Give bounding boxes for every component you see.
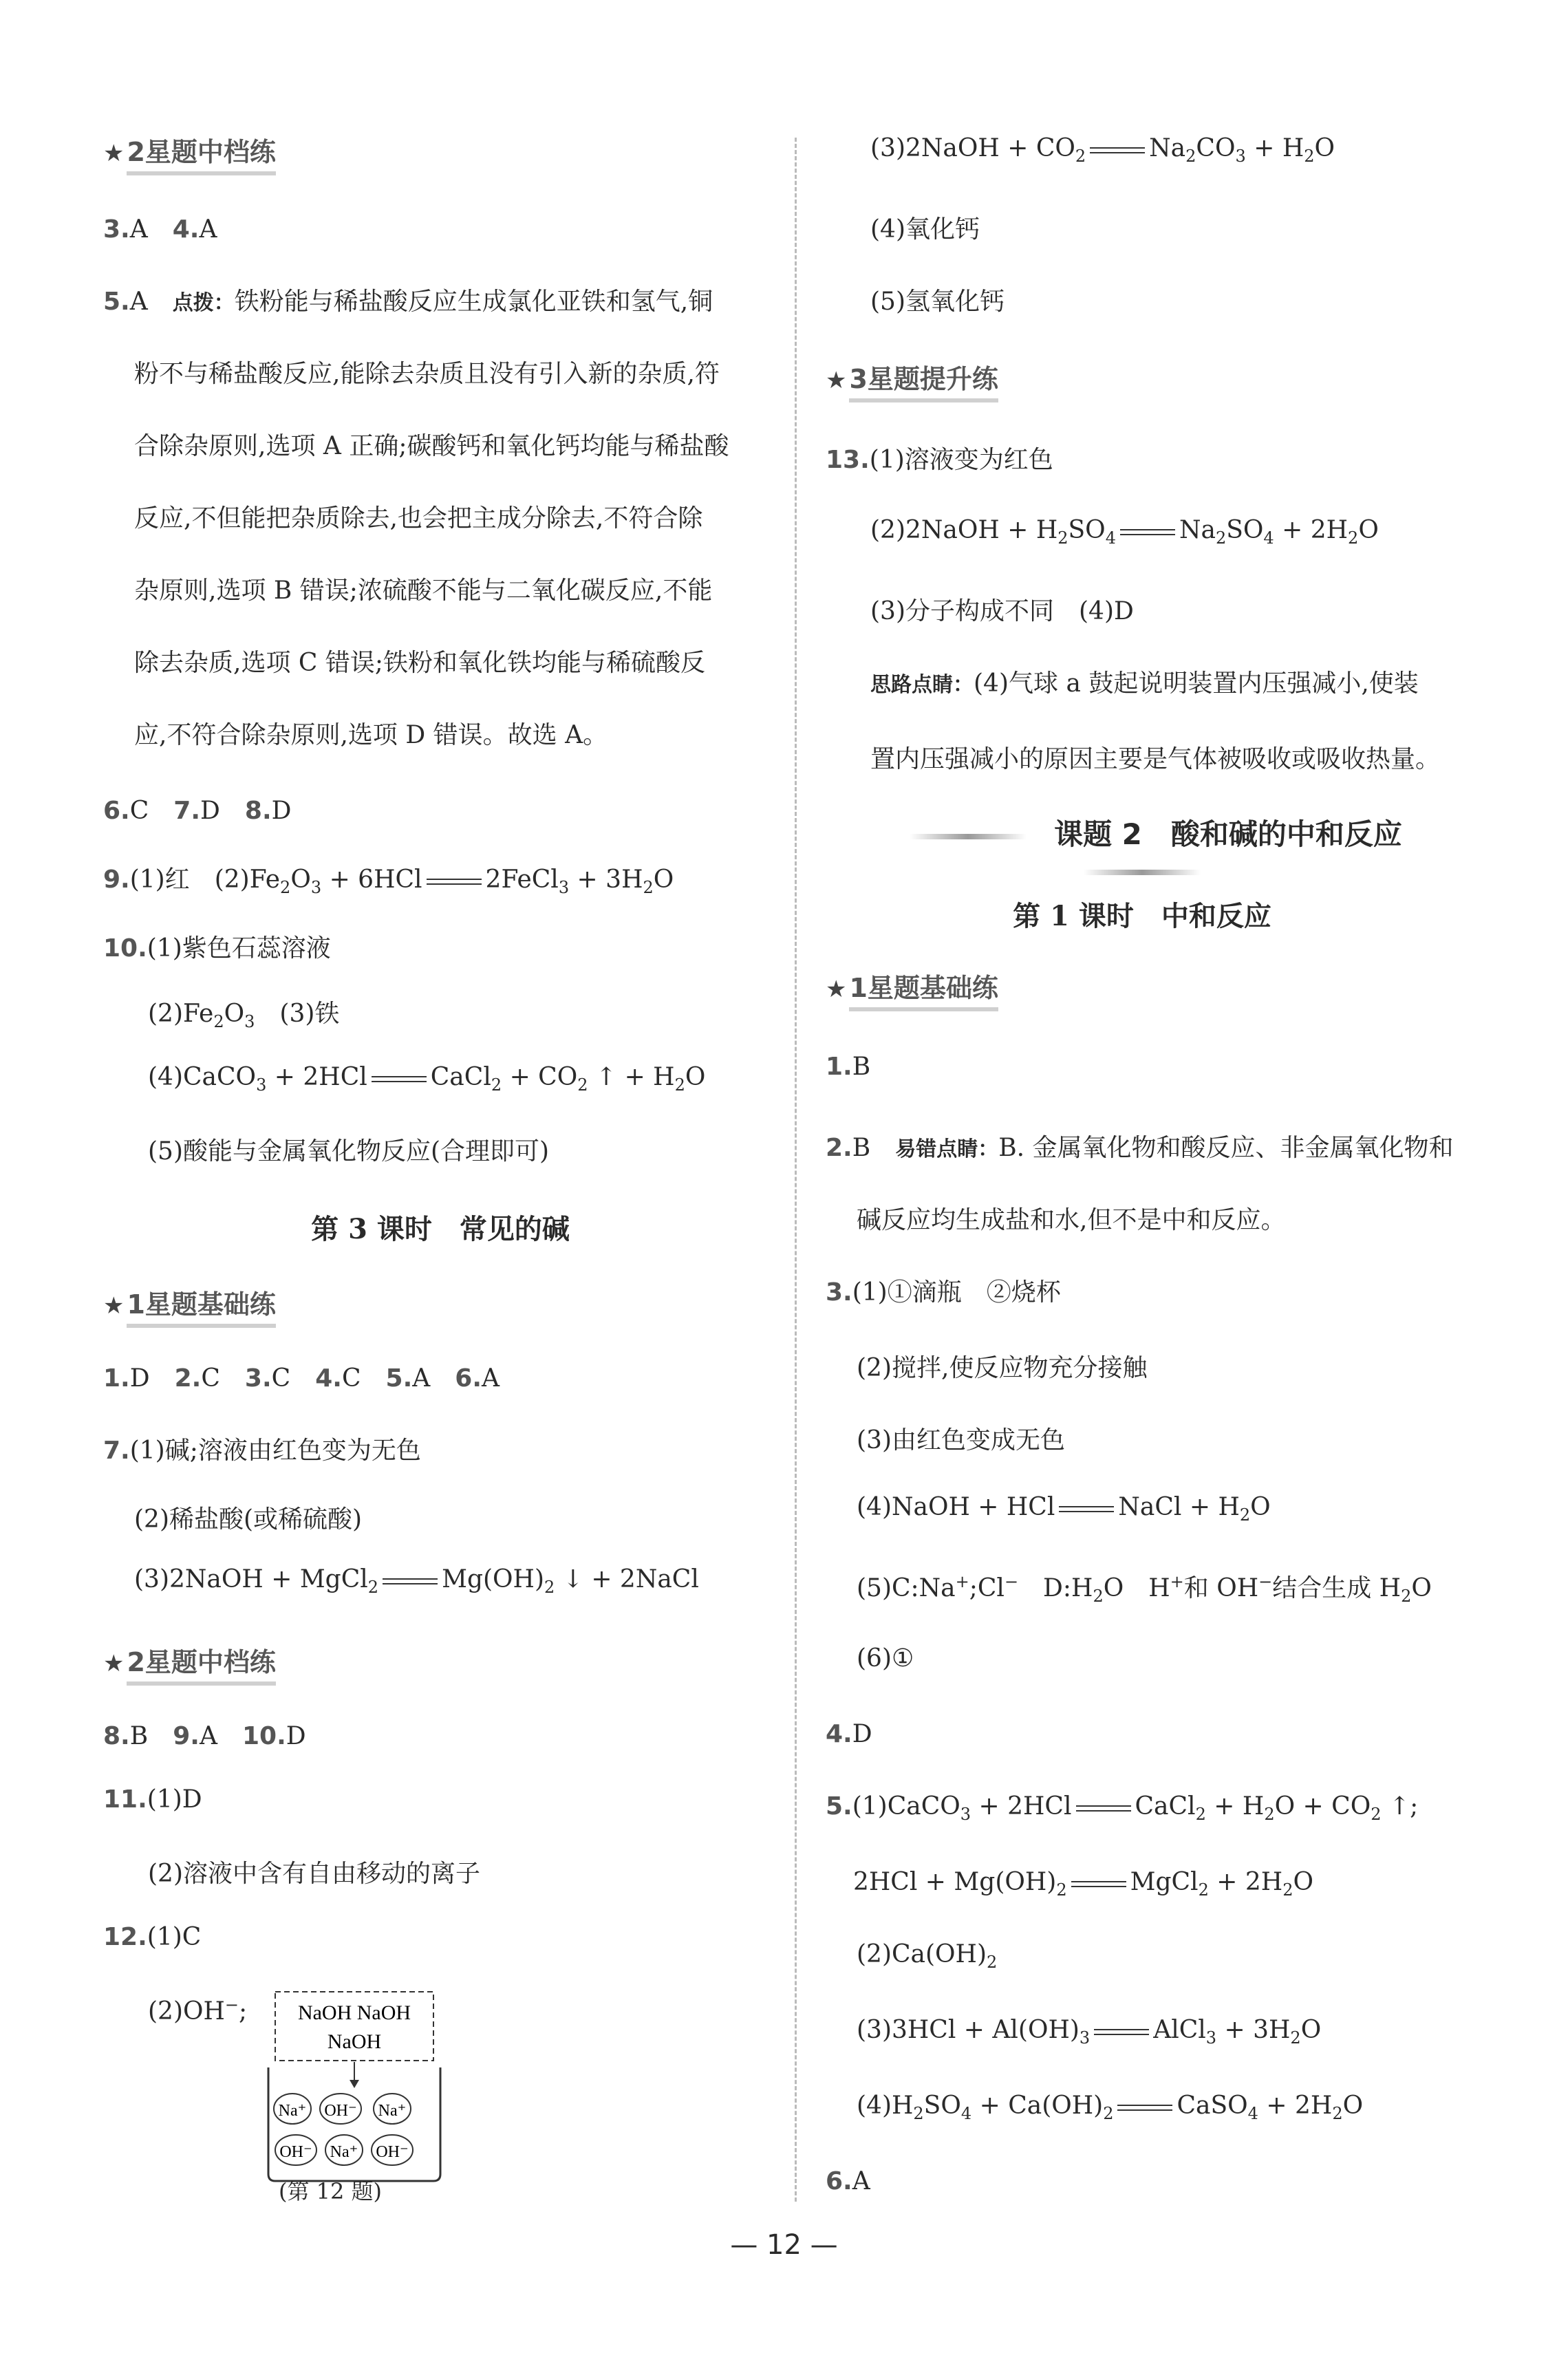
answer-9: 9.(1)红 $(2)Fe_2O_3 + 6HCl$ 2FeCl$_3$ + $3H_2O$ [103, 866, 674, 898]
answer-c6: 6.A [826, 2167, 870, 2195]
answer-c5-1b: $2HCl + Mg(OH)_2$ MgCl$_2$ + $2H_2O$ [853, 1868, 1313, 1900]
fig-label-top: NaOH NaOH [297, 2001, 411, 2024]
answer-c3-2: (2)搅拌,使反应物充分接触 [857, 1354, 1148, 1382]
star-icon: ★ [826, 976, 847, 1003]
lesson-title: 第 1 课时 中和反应 [1013, 900, 1271, 932]
answer-10-5: (5)酸能与金属氧化物反应(合理即可) [148, 1137, 550, 1165]
answer-11-2: (2)溶液中含有自由移动的离子 [148, 1860, 480, 1888]
answer-5-line: 反应,不但能把杂质除去,也会把主成分除去,不符合除 [134, 504, 703, 533]
answer-7-2: (2)稀盐酸(或稀硫酸) [134, 1505, 363, 1534]
answer-13: 13.(1)溶液变为红色 [826, 446, 1053, 474]
answer-13-hint-2: 置内压强减小的原因主要是气体被吸收或吸收热量。 [870, 745, 1441, 773]
answer-c5-3: $(3)3HCl + Al(OH)_3$ AlCl$_3$ + $3H_2O$ [857, 2016, 1322, 2048]
answer-5-line: 杂原则,选项 B 错误;浓硫酸不能与二氧化碳反应,不能 [134, 577, 713, 605]
star-icon: ★ [103, 1292, 125, 1320]
answer-12-2: (2)OH−; [148, 1995, 248, 2025]
answer-c1: 1.B [826, 1053, 871, 1081]
answer-c4: 4.D [826, 1720, 872, 1748]
section-header: ★ 2星题中档练 [103, 1641, 276, 1679]
answer-c5: 5.(1)CaCO$_3$ + 2HCl CaCl$_2$ + $H_2O + CO_2$ ↑; [826, 1792, 1419, 1825]
answer-13-hint: 思路点睛：(4)气球 a 鼓起说明装置内压强减小,使装 [870, 669, 1419, 698]
section-header: ★ 3星题提升练 [826, 358, 998, 396]
answer-r4: (4)氧化钙 [870, 215, 980, 244]
figure-caption: (第 12 题) [279, 2178, 383, 2204]
answer-c3-3: (3)由红色变成无色 [857, 1426, 1065, 1454]
answer-c5-2: $(2)Ca(OH)_2$ [857, 1940, 998, 1973]
ion-label: Na⁺ [330, 2143, 358, 2161]
section-header: ★ 1星题基础练 [826, 967, 998, 1004]
answer-1-6: 1.D 2.C 3.C 4.C 5.A 6.A [103, 1364, 500, 1393]
answer-7-3: (3)2NaOH + MgCl$_2$ $Mg(OH)_2$ ↓ + 2NaCl [134, 1565, 699, 1598]
answer-8-10: 8.B 9.A 10.D [103, 1722, 306, 1750]
answer-r3: (3)2NaOH + $CO_2$ $Na_2CO_3 + H_2O$ [870, 134, 1335, 166]
ion-label: OH⁻ [324, 2102, 357, 2120]
answer-5: 5.A 点拨：铁粉能与稀盐酸反应生成氯化亚铁和氢气,铜 [103, 288, 713, 316]
star-icon: ★ [103, 1650, 125, 1677]
answer-6-8: 6.C 7.D 8.D [103, 797, 292, 825]
column-divider [795, 138, 797, 2202]
answer-5-line: 粉不与稀盐酸反应,能除去杂质且没有引入新的杂质,符 [134, 360, 720, 388]
answer-c3-6: (6)① [857, 1644, 914, 1673]
page-number: — 12 — [730, 2229, 838, 2261]
fig-label-top2: NaOH [327, 2030, 382, 2053]
answer-c3-4: (4)NaOH + HCl NaCl + $H_2O$ [857, 1493, 1271, 1525]
answer-c3-5: (5)C:Na+;Cl− $D:H_2O$ H+和 OH−结合生成 $H_2O$ [857, 1572, 1432, 1607]
star-icon: ★ [103, 140, 125, 167]
answer-7: 7.(1)碱;溶液由红色变为无色 [103, 1437, 421, 1465]
answer-c3: 3.(1)①滴瓶 ②烧杯 [826, 1278, 1061, 1307]
star-icon: ★ [826, 367, 847, 394]
answer-13-2: (2)2NaOH + $H_2SO_4$ $Na_2SO_4 + 2H_2O$ [870, 516, 1379, 548]
answer-10-4: (4)CaCO$_3$ + 2HCl CaCl$_2$ + $CO_2$ ↑ + $H_2O$ [148, 1063, 706, 1095]
answer-5-line: 应,不符合除杂原则,选项 D 错误。故选 A。 [134, 721, 608, 749]
answer-c5-4: $(4)H_2SO_4 + Ca(OH)_2$ CaSO$_4$ + $2H_2O$ [857, 2092, 1364, 2124]
section-header: ★ 1星题基础练 [103, 1283, 276, 1321]
answer-12: 12.(1)C [103, 1923, 202, 1951]
answer-10-2: $(2)Fe_2O_3$ (3)铁 [148, 1000, 340, 1032]
answer-3-4: 3.A 4.A [103, 215, 217, 244]
answer-c2-2: 碱反应均生成盐和水,但不是中和反应。 [857, 1206, 1286, 1234]
ion-label: OH⁻ [376, 2143, 409, 2161]
answer-5-line: 合除杂原则,选项 A 正确;碳酸钙和氧化钙均能与稀盐酸 [134, 432, 729, 460]
answer-c2: 2.B 易错点睛：B. 金属氧化物和酸反应、非金属氧化物和 [826, 1134, 1454, 1162]
ion-label: Na⁺ [278, 2102, 307, 2120]
answer-11: 11.(1)D [103, 1785, 202, 1814]
ion-label: OH⁻ [279, 2143, 312, 2161]
answer-r5: (5)氢氧化钙 [870, 288, 1005, 316]
ion-label: Na⁺ [378, 2102, 407, 2120]
lesson-title: 第 3 课时 常见的碱 [311, 1213, 570, 1245]
answer-13-3: (3)分子构成不同 (4)D [870, 597, 1134, 625]
topic-title: 课题 2 酸和碱的中和反应 [812, 812, 1472, 887]
section-header: ★ 2星题中档练 [103, 131, 276, 169]
answer-5-line: 除去杂质,选项 C 错误;铁粉和氧化铁均能与稀硫酸反 [134, 649, 706, 677]
answer-10: 10.(1)紫色石蕊溶液 [103, 934, 331, 963]
